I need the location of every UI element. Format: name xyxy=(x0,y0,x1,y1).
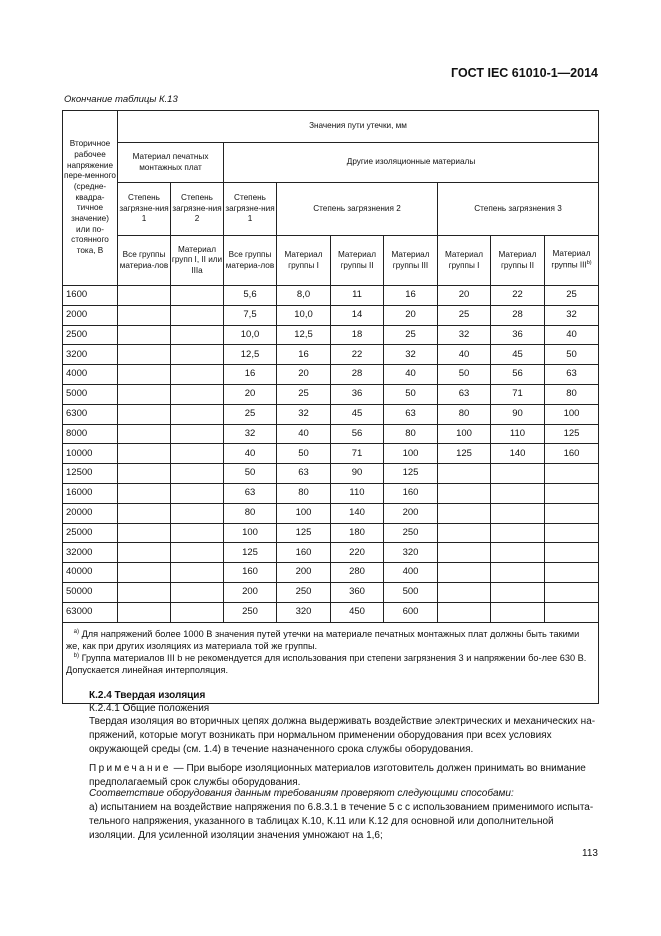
value-cell: 80 xyxy=(545,384,599,404)
value-cell xyxy=(118,384,171,404)
value-cell: 80 xyxy=(277,483,331,503)
table-row xyxy=(63,424,599,444)
table-row xyxy=(63,365,599,385)
value-cell xyxy=(171,563,224,583)
value-cell: 500 xyxy=(384,582,438,602)
value-cell: 125 xyxy=(438,444,491,464)
value-cell xyxy=(171,345,224,365)
value-cell xyxy=(491,602,545,622)
value-cell xyxy=(545,523,599,543)
value-cell: 25 xyxy=(384,325,438,345)
header-pcb-pd2-materials: Материал групп I, II или IIIa xyxy=(171,236,224,286)
value-cell: 100 xyxy=(224,523,277,543)
value-cell xyxy=(118,305,171,325)
value-cell xyxy=(545,483,599,503)
value-cell xyxy=(491,483,545,503)
value-cell: 90 xyxy=(491,404,545,424)
value-cell: 140 xyxy=(491,444,545,464)
value-cell: 11 xyxy=(331,286,384,306)
value-cell: 110 xyxy=(491,424,545,444)
table-caption: Окончание таблицы К.13 xyxy=(64,94,178,105)
value-cell: 63 xyxy=(384,404,438,424)
value-cell: 50 xyxy=(545,345,599,365)
value-cell: 280 xyxy=(331,563,384,583)
table-row xyxy=(63,543,599,563)
table-row xyxy=(63,345,599,365)
value-cell: 40 xyxy=(277,424,331,444)
value-cell xyxy=(171,424,224,444)
interpolation-note: Допускается линейная интерполяция. xyxy=(66,664,229,675)
value-cell: 25 xyxy=(277,384,331,404)
value-cell xyxy=(118,582,171,602)
value-cell: 63 xyxy=(277,464,331,484)
value-cell: 220 xyxy=(331,543,384,563)
voltage-cell: 32000 xyxy=(63,543,118,563)
value-cell xyxy=(438,543,491,563)
table-row xyxy=(63,325,599,345)
value-cell: 25 xyxy=(224,404,277,424)
header-pd2-group3: Материал группы III xyxy=(384,236,438,286)
test-method-a: а) испытанием на воздействие напряжения по 6.8.3.1 в течение 5 с с использованием применимого испыта-тельного напряжения, указанного в таблицах К.10, К.11 или К.12 для основной или дополнительной изоляции. Для усиленной изоляции значения умножают на 1,6; xyxy=(89,802,594,842)
note-text: — При выборе изоляционных материалов изготовитель должен принимать во внимание предполагаемый срок службы оборудования. xyxy=(89,763,586,789)
value-cell: 16 xyxy=(224,365,277,385)
value-cell xyxy=(118,483,171,503)
value-cell xyxy=(171,543,224,563)
value-cell: 56 xyxy=(491,365,545,385)
value-cell: 8,0 xyxy=(277,286,331,306)
value-cell: 125 xyxy=(384,464,438,484)
value-cell: 125 xyxy=(277,523,331,543)
value-cell: 80 xyxy=(438,404,491,424)
value-cell: 22 xyxy=(331,345,384,365)
header-other-pd2: Степень загрязнения 2 xyxy=(277,183,438,236)
header-pd3-group3 xyxy=(545,236,599,286)
value-cell xyxy=(171,523,224,543)
header-pcb-pd1: Степень загрязне-ния 1 xyxy=(118,183,171,236)
value-cell: 22 xyxy=(491,286,545,306)
value-cell xyxy=(171,404,224,424)
value-cell: 200 xyxy=(384,503,438,523)
value-cell: 125 xyxy=(224,543,277,563)
voltage-cell: 6300 xyxy=(63,404,118,424)
value-cell: 14 xyxy=(331,305,384,325)
value-cell: 32 xyxy=(438,325,491,345)
value-cell xyxy=(438,464,491,484)
value-cell xyxy=(118,444,171,464)
value-cell: 36 xyxy=(331,384,384,404)
value-cell xyxy=(171,602,224,622)
value-cell: 32 xyxy=(224,424,277,444)
voltage-cell: 50000 xyxy=(63,582,118,602)
value-cell xyxy=(171,286,224,306)
value-cell: 140 xyxy=(331,503,384,523)
value-cell xyxy=(438,483,491,503)
value-cell xyxy=(438,563,491,583)
value-cell: 80 xyxy=(224,503,277,523)
value-cell xyxy=(545,464,599,484)
value-cell: 25 xyxy=(545,286,599,306)
value-cell: 360 xyxy=(331,582,384,602)
value-cell xyxy=(118,286,171,306)
voltage-cell: 25000 xyxy=(63,523,118,543)
value-cell: 32 xyxy=(384,345,438,365)
value-cell: 63 xyxy=(545,365,599,385)
value-cell: 400 xyxy=(384,563,438,583)
value-cell: 50 xyxy=(438,365,491,385)
value-cell: 40 xyxy=(224,444,277,464)
page-number: 113 xyxy=(582,848,598,859)
value-cell: 32 xyxy=(545,305,599,325)
value-cell: 12,5 xyxy=(224,345,277,365)
value-cell xyxy=(491,543,545,563)
value-cell xyxy=(171,305,224,325)
header-pcb-pd1-materials: Все группы материа-лов xyxy=(118,236,171,286)
value-cell: 160 xyxy=(277,543,331,563)
value-cell xyxy=(491,464,545,484)
header-other-pd3: Степень загрязнения 3 xyxy=(438,183,599,236)
footnote-a xyxy=(66,629,595,653)
value-cell xyxy=(118,563,171,583)
header-pd2-group1: Материал группы I xyxy=(277,236,331,286)
header-other-pd1: Степень загрязне-ния 1 xyxy=(224,183,277,236)
value-cell: 250 xyxy=(277,582,331,602)
value-cell xyxy=(171,444,224,464)
voltage-cell: 40000 xyxy=(63,563,118,583)
value-cell xyxy=(118,325,171,345)
table-row xyxy=(63,404,599,424)
voltage-cell: 10000 xyxy=(63,444,118,464)
value-cell: 28 xyxy=(491,305,545,325)
value-cell xyxy=(171,582,224,602)
value-cell: 10,0 xyxy=(224,325,277,345)
value-cell: 20 xyxy=(384,305,438,325)
value-cell: 20 xyxy=(438,286,491,306)
value-cell: 10,0 xyxy=(277,305,331,325)
value-cell: 100 xyxy=(545,404,599,424)
value-cell xyxy=(118,602,171,622)
value-cell xyxy=(118,404,171,424)
value-cell: 200 xyxy=(224,582,277,602)
value-cell xyxy=(171,483,224,503)
header-creepage: Значения пути утечки, мм xyxy=(118,111,599,143)
table-row xyxy=(63,602,599,622)
value-cell: 50 xyxy=(277,444,331,464)
value-cell xyxy=(118,424,171,444)
value-cell: 7,5 xyxy=(224,305,277,325)
table-row xyxy=(63,563,599,583)
value-cell xyxy=(545,503,599,523)
value-cell: 12,5 xyxy=(277,325,331,345)
value-cell xyxy=(545,602,599,622)
header-pd2-group2: Материал группы II xyxy=(331,236,384,286)
footnote-b-ref: b) xyxy=(586,260,592,267)
footnote-a-mark: a) xyxy=(73,628,80,635)
creepage-table xyxy=(62,110,599,704)
voltage-cell: 2000 xyxy=(63,305,118,325)
value-cell: 25 xyxy=(438,305,491,325)
footnote-b xyxy=(66,653,595,665)
voltage-cell: 5000 xyxy=(63,384,118,404)
voltage-cell: 1600 xyxy=(63,286,118,306)
table-row xyxy=(63,384,599,404)
value-cell xyxy=(118,503,171,523)
value-cell xyxy=(171,464,224,484)
table-row xyxy=(63,464,599,484)
value-cell: 16 xyxy=(384,286,438,306)
value-cell: 20 xyxy=(277,365,331,385)
value-cell: 45 xyxy=(491,345,545,365)
compliance-paragraph: Соответствие оборудования данным требованиям проверяют следующими способами: xyxy=(89,788,514,799)
value-cell: 5,6 xyxy=(224,286,277,306)
table-row xyxy=(63,305,599,325)
value-cell: 600 xyxy=(384,602,438,622)
paragraph-solid-insulation: Твердая изоляция во вторичных цепях должна выдерживать воздействие электрических и механических на-пряжений, которые могут возникать при нормальном применении оборудования при всех условиях окружающей среды (см. 1.4) в течение назначенного срока службы оборудования. xyxy=(89,716,596,756)
value-cell xyxy=(545,543,599,563)
value-cell: 320 xyxy=(384,543,438,563)
header-pcb-pd2: Степень загрязне-ния 2 xyxy=(171,183,224,236)
value-cell: 32 xyxy=(277,404,331,424)
voltage-cell: 4000 xyxy=(63,365,118,385)
value-cell: 63 xyxy=(224,483,277,503)
header-voltage: Вторичное рабочее напряжение пере-менного (средне-квадра-тичное значение) или по-стоянного тока, В xyxy=(63,111,118,286)
note-label: Примечание xyxy=(89,763,171,774)
value-cell: 90 xyxy=(331,464,384,484)
value-cell: 200 xyxy=(277,563,331,583)
value-cell xyxy=(171,384,224,404)
value-cell: 250 xyxy=(384,523,438,543)
voltage-cell: 2500 xyxy=(63,325,118,345)
value-cell xyxy=(118,523,171,543)
value-cell: 20 xyxy=(224,384,277,404)
value-cell: 71 xyxy=(491,384,545,404)
value-cell: 100 xyxy=(277,503,331,523)
voltage-cell: 20000 xyxy=(63,503,118,523)
value-cell xyxy=(545,582,599,602)
value-cell: 180 xyxy=(331,523,384,543)
value-cell: 40 xyxy=(545,325,599,345)
value-cell: 100 xyxy=(438,424,491,444)
value-cell xyxy=(438,602,491,622)
value-cell: 125 xyxy=(545,424,599,444)
value-cell: 45 xyxy=(331,404,384,424)
voltage-cell: 63000 xyxy=(63,602,118,622)
value-cell: 80 xyxy=(384,424,438,444)
value-cell: 160 xyxy=(545,444,599,464)
value-cell: 56 xyxy=(331,424,384,444)
value-cell: 50 xyxy=(224,464,277,484)
footnote-b-text: Группа материалов III b не рекомендуется для использования при степени загрязнения 3 и напряжении бо-лее 630 В. xyxy=(81,652,587,663)
table-body xyxy=(63,286,599,623)
value-cell: 450 xyxy=(331,602,384,622)
value-cell: 100 xyxy=(384,444,438,464)
table-row xyxy=(63,523,599,543)
section-title: К.2.4 Твердая изоляция xyxy=(89,690,206,701)
footnote-b-mark: b) xyxy=(73,652,80,659)
header-other-pd1-materials: Все группы материа-лов xyxy=(224,236,277,286)
table-row xyxy=(63,444,599,464)
value-cell xyxy=(491,563,545,583)
value-cell: 40 xyxy=(384,365,438,385)
subsection-title: К.2.4.1 Общие положения xyxy=(89,703,210,714)
value-cell xyxy=(118,464,171,484)
table-row xyxy=(63,503,599,523)
header-pd3-group1: Материал группы I xyxy=(438,236,491,286)
voltage-cell: 8000 xyxy=(63,424,118,444)
value-cell xyxy=(438,523,491,543)
voltage-cell: 3200 xyxy=(63,345,118,365)
table-row xyxy=(63,483,599,503)
header-pd3-group2: Материал группы II xyxy=(491,236,545,286)
header-pcb: Материал печатных монтажных плат xyxy=(118,143,224,183)
value-cell: 71 xyxy=(331,444,384,464)
value-cell: 63 xyxy=(438,384,491,404)
value-cell: 110 xyxy=(331,483,384,503)
footnote-a-text: Для напряжений более 1000 В значения путей утечки на материале печатных монтажных плат должны быть такими же, как при других изоляциях из материала той же группы. xyxy=(66,628,580,651)
value-cell: 250 xyxy=(224,602,277,622)
table-row xyxy=(63,582,599,602)
value-cell xyxy=(118,365,171,385)
value-cell: 40 xyxy=(438,345,491,365)
value-cell xyxy=(438,503,491,523)
value-cell xyxy=(491,523,545,543)
header-pd3-group3-text: Материал группы III xyxy=(551,249,591,270)
voltage-cell: 16000 xyxy=(63,483,118,503)
value-cell xyxy=(171,325,224,345)
value-cell xyxy=(491,503,545,523)
value-cell xyxy=(118,543,171,563)
value-cell xyxy=(171,503,224,523)
value-cell: 16 xyxy=(277,345,331,365)
table-row xyxy=(63,286,599,306)
value-cell xyxy=(118,345,171,365)
document-header: ГОСТ IEC 61010-1—2014 xyxy=(451,66,598,80)
value-cell xyxy=(171,365,224,385)
voltage-cell: 12500 xyxy=(63,464,118,484)
header-other: Другие изоляционные материалы xyxy=(224,143,599,183)
value-cell: 320 xyxy=(277,602,331,622)
value-cell: 18 xyxy=(331,325,384,345)
value-cell: 28 xyxy=(331,365,384,385)
value-cell xyxy=(491,582,545,602)
value-cell: 36 xyxy=(491,325,545,345)
value-cell xyxy=(438,582,491,602)
value-cell: 50 xyxy=(384,384,438,404)
value-cell xyxy=(545,563,599,583)
value-cell: 160 xyxy=(224,563,277,583)
value-cell: 160 xyxy=(384,483,438,503)
